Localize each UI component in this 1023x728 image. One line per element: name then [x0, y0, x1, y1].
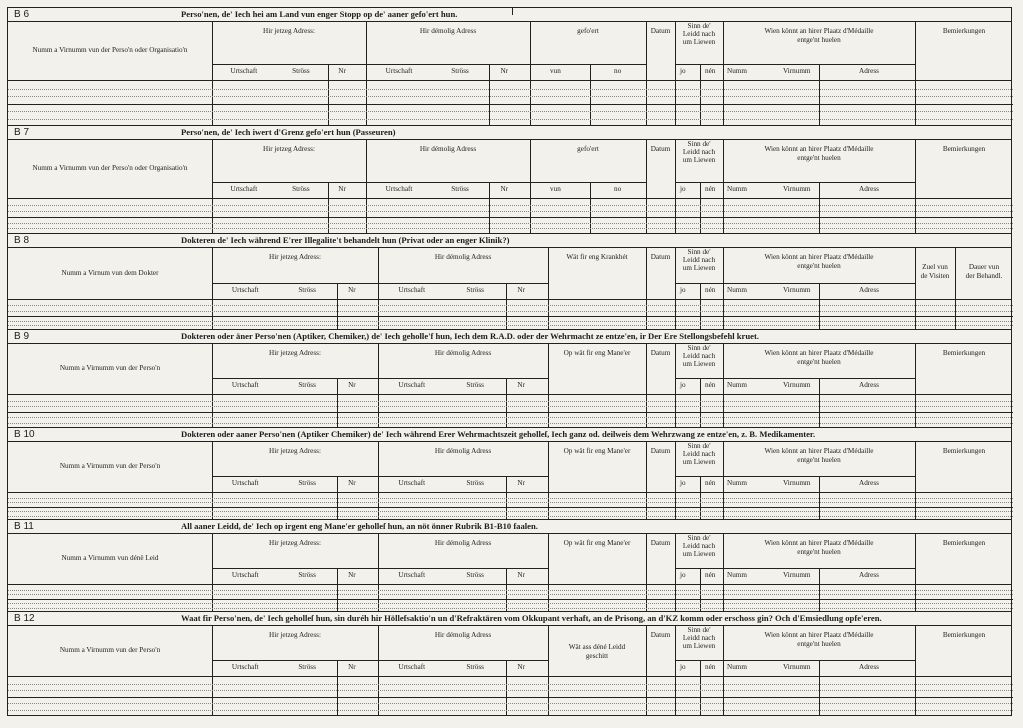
street-header: Ströss	[466, 286, 484, 294]
yes-header: jo	[680, 67, 686, 75]
yes-header: jo	[680, 286, 686, 294]
name-column-header: Numm a Virnum vun dem Dokter	[61, 268, 159, 277]
dotted-entry-line	[8, 111, 1013, 112]
row-rule	[8, 316, 1013, 317]
from-header: vun	[550, 67, 561, 75]
number-header: Nr	[348, 286, 356, 294]
alive-header: Sinn de'	[687, 344, 711, 352]
locality-header: Urtschaft	[231, 571, 259, 579]
section-title-bar	[8, 520, 1011, 534]
street-header: Ströss	[451, 185, 469, 193]
number-header: Nr	[517, 381, 525, 389]
dotted-entry-line	[8, 311, 1013, 312]
number-rule	[506, 284, 507, 330]
section-code: B 11	[14, 521, 34, 532]
illness-header: Wät fir eng Krankhét	[566, 253, 628, 261]
dotted-entry-line	[8, 305, 1013, 306]
name-column-header: Numm a Virnumm vun der Perso'n	[59, 646, 161, 654]
street-header: Ströss	[292, 67, 310, 75]
medal-address-header: Adress	[859, 286, 879, 294]
medal-header: entge'nt huelen	[797, 358, 841, 366]
date-header: Datum	[650, 253, 671, 261]
dotted-entry-line	[8, 321, 1013, 322]
alive-header: Leidd nach	[682, 256, 716, 264]
locality-header: Urtschaft	[398, 663, 426, 671]
former-address-header: Hir démolig Adress	[434, 447, 492, 455]
medal-rule	[819, 661, 820, 716]
number-rule	[337, 379, 338, 428]
no-header: nén	[705, 663, 716, 671]
dotted-entry-line	[8, 608, 1013, 609]
medal-firstname-header: Virnumm	[783, 663, 811, 671]
alive-header: um Liewen	[682, 458, 716, 466]
subheader-rule	[212, 660, 548, 661]
no-header: nén	[705, 185, 716, 193]
column-rule	[915, 247, 916, 330]
medal-header: Wien könnt an hirer Plaatz d'Médaille	[764, 349, 874, 357]
yes-header: jo	[680, 479, 686, 487]
medal-firstname-header: Virnumm	[783, 67, 811, 75]
what-happened-header: geschitt	[585, 652, 609, 660]
yes-header: jo	[680, 663, 686, 671]
section-b8	[7, 233, 1012, 329]
subheader-rule	[675, 568, 915, 569]
medal-header: entge'nt huelen	[797, 154, 841, 162]
yes-header: jo	[680, 571, 686, 579]
dotted-entry-line	[8, 228, 1013, 229]
current-address-header: Hir jetzeg Adress:	[263, 145, 315, 153]
no-header: nén	[705, 381, 716, 389]
street-header: Ströss	[298, 381, 316, 389]
locality-header: Urtschaft	[385, 67, 413, 75]
medal-firstname-header: Virnumm	[783, 381, 811, 389]
current-address-header: Hir jetzeg Adress:	[269, 631, 321, 639]
subheader-rule	[212, 283, 548, 284]
medal-rule	[819, 379, 820, 428]
dotted-entry-line	[8, 603, 1013, 604]
no-header: nén	[705, 67, 716, 75]
section-b12	[7, 611, 1012, 715]
medal-firstname-header: Virnumm	[783, 479, 811, 487]
alive-header: um Liewen	[682, 38, 716, 46]
section-b11	[7, 519, 1012, 611]
dotted-entry-line	[8, 401, 1013, 402]
subheader-rule	[675, 476, 915, 477]
section-code: B 12	[14, 613, 35, 624]
number-header: Nr	[517, 479, 525, 487]
section-b9	[7, 329, 1012, 427]
medal-address-header: Adress	[859, 67, 879, 75]
what-happened-header: Wät ass déné Leidd	[568, 643, 626, 651]
locality-header: Urtschaft	[231, 286, 259, 294]
subheader-rule	[675, 64, 915, 65]
date-header: Datum	[650, 631, 671, 639]
dotted-entry-line	[8, 223, 1013, 224]
date-header: Datum	[650, 27, 671, 35]
dotted-entry-line	[8, 684, 1013, 685]
medal-header: entge'nt huelen	[797, 640, 841, 648]
dotted-entry-line	[8, 211, 1013, 212]
way-header: Op wät fir eng Mane'er	[563, 447, 631, 455]
dotted-entry-line	[8, 703, 1013, 704]
yes-no-rule	[700, 183, 701, 234]
remarks-header: Bemierkungen	[942, 447, 986, 455]
number-header: Nr	[338, 185, 346, 193]
number-header: Nr	[517, 571, 525, 579]
current-address-header: Hir jetzeg Adress:	[269, 539, 321, 547]
transported-header: gefo'ert	[577, 145, 599, 153]
row-rule	[8, 104, 1013, 105]
alive-header: um Liewen	[682, 360, 716, 368]
to-header: no	[614, 185, 622, 193]
section-title: Dokteren de' Iech während E'rer Illegalite't behandelt hun (Privat oder an enger Klinik?)	[181, 235, 510, 245]
medal-header: Wien könnt an hirer Plaatz d'Médaille	[764, 27, 874, 35]
dotted-entry-line	[8, 423, 1013, 424]
page-bottom-rule	[7, 715, 1012, 716]
section-b10	[7, 427, 1012, 519]
medal-header: Wien könnt an hirer Plaatz d'Médaille	[764, 539, 874, 547]
medal-rule	[819, 284, 820, 330]
alive-header: um Liewen	[682, 156, 716, 164]
number-rule	[337, 661, 338, 716]
dotted-entry-line	[8, 96, 1013, 97]
dotted-entry-line	[8, 325, 1013, 326]
subheader-rule	[212, 568, 548, 569]
no-header: nén	[705, 479, 716, 487]
name-column-header: Numm a Virnumm vun dénë Leid	[61, 554, 159, 562]
duration-header: Dauer vun	[968, 263, 1000, 271]
dotted-entry-line	[8, 89, 1013, 90]
medal-firstname-header: Virnumm	[783, 571, 811, 579]
section-code: B 10	[14, 429, 35, 440]
transported-header: gefo'ert	[577, 27, 599, 35]
row-rule	[8, 412, 1013, 413]
from-header: vun	[550, 185, 561, 193]
alive-header: um Liewen	[682, 550, 716, 558]
name-column-header: Numm a Virnumm vun der Perso'n oder Organisatio'n	[32, 164, 188, 172]
section-title-bar	[8, 612, 1011, 626]
number-header: Nr	[517, 663, 525, 671]
yes-no-rule	[700, 284, 701, 330]
alive-header: Sinn de'	[687, 626, 711, 634]
medal-address-header: Adress	[859, 663, 879, 671]
section-title: All aaner Leidd, de' Iech op irgent eng Mane'er geholleſ hun, an nöt önner Rubrik B1-B10 faalen.	[181, 521, 538, 531]
locality-header: Urtschaft	[231, 381, 259, 389]
alive-header: Sinn de'	[687, 248, 711, 256]
former-address-header: Hir démolig Adress	[434, 253, 492, 261]
alive-header: um Liewen	[682, 264, 716, 272]
street-header: Ströss	[451, 67, 469, 75]
alive-header: Leidd nach	[682, 450, 716, 458]
locality-header: Urtschaft	[398, 479, 426, 487]
medal-address-header: Adress	[859, 381, 879, 389]
number-header: Nr	[500, 67, 509, 75]
medal-header: entge'nt huelen	[797, 548, 841, 556]
former-address-header: Hir démolig Adress	[419, 27, 477, 35]
section-title-bar	[8, 234, 1011, 248]
number-rule	[337, 284, 338, 330]
alive-header: Sinn de'	[687, 140, 711, 148]
medal-header: Wien könnt an hirer Plaatz d'Médaille	[764, 145, 874, 153]
former-address-header: Hir démolig Adress	[434, 631, 492, 639]
number-header: Nr	[348, 571, 356, 579]
current-address-header: Hir jetzeg Adress:	[269, 253, 321, 261]
section-title: Perso'nen, de' Iech iwert d'Grenz gefo'ert hun (Passeuren)	[181, 127, 396, 137]
dotted-entry-line	[8, 119, 1013, 120]
street-header: Ströss	[466, 663, 484, 671]
row-rule	[8, 507, 1013, 508]
section-code: B 6	[14, 9, 30, 20]
subheader-rule	[212, 476, 548, 477]
name-column-header: Numm a Virnumm vun der Perso'n oder Organisatio'n	[32, 46, 188, 54]
locality-header: Urtschaft	[385, 185, 413, 193]
section-title-bar	[8, 330, 1011, 344]
number-header: Nr	[517, 286, 525, 294]
medal-header: Wien könnt an hirer Plaatz d'Médaille	[764, 253, 874, 261]
street-header: Ströss	[298, 663, 316, 671]
medal-header: Wien könnt an hirer Plaatz d'Médaille	[764, 447, 874, 455]
date-header: Datum	[650, 145, 671, 153]
dotted-entry-line	[8, 498, 1013, 499]
medal-name-header: Numm	[727, 571, 747, 579]
to-header: no	[614, 67, 622, 75]
section-code: B 9	[14, 331, 30, 342]
section-title: Perso'nen, de' Iech hei am Land vun enger Stopp op de' aaner gefo'ert hun.	[181, 9, 458, 19]
alive-header: Leidd nach	[682, 352, 716, 360]
alive-header: Leidd nach	[682, 30, 716, 38]
medal-address-header: Adress	[859, 185, 879, 193]
street-header: Ströss	[298, 479, 316, 487]
name-column-header: Numm a Virnumm vun der Perso'n	[59, 462, 161, 470]
medal-firstname-header: Virnumm	[783, 185, 811, 193]
remarks-header: Bemierkungen	[942, 539, 986, 547]
number-rule	[328, 183, 329, 234]
medal-name-header: Numm	[727, 663, 747, 671]
section-code: B 8	[14, 235, 30, 246]
dotted-entry-line	[8, 417, 1013, 418]
number-header: Nr	[348, 663, 356, 671]
from-to-rule	[590, 183, 591, 234]
dotted-entry-line	[8, 590, 1013, 591]
date-header: Datum	[650, 349, 671, 357]
section-title: Waat fir Perso'nen, de' Iech geholleſ hun, sin duréh hir Höllefsaktio'n un d'Refraktären vom Okkupant verhaft, an de Prisong, an d'KZ komm oder erschoss gin? Och d'Emsiedlung opfe'eren.	[181, 613, 882, 623]
section-title-bar	[8, 8, 1011, 22]
subheader-rule	[530, 182, 646, 183]
remarks-header: Bemierkungen	[942, 27, 986, 35]
medal-name-header: Numm	[727, 286, 747, 294]
remarks-header: Bemierkungen	[942, 631, 986, 639]
number-header: Nr	[500, 185, 509, 193]
medal-name-header: Numm	[727, 185, 747, 193]
locality-header: Urtschaft	[231, 479, 259, 487]
alive-header: um Liewen	[682, 642, 716, 650]
locality-header: Urtschaft	[398, 381, 426, 389]
locality-header: Urtschaft	[230, 67, 258, 75]
medal-header: Wien könnt an hirer Plaatz d'Médaille	[764, 631, 874, 639]
alive-header: Sinn de'	[687, 534, 711, 542]
row-rule	[8, 599, 1013, 600]
former-address-header: Hir démolig Adress	[434, 539, 492, 547]
section-title: Dokteren oder äner Perso'nen (Aptiker, Chemiker,) de' Iech geholle'f hun, Iech dem R.A.D. oder der Wehrmacht ze entze'en, ir Der Ere Stellongsbefehl kruet.	[181, 331, 759, 341]
subheader-rule	[212, 64, 530, 65]
medal-address-header: Adress	[859, 479, 879, 487]
medal-rule	[819, 183, 820, 234]
alive-header: Leidd nach	[682, 542, 716, 550]
row-rule	[8, 697, 1013, 698]
medal-header: entge'nt huelen	[797, 36, 841, 44]
medal-name-header: Numm	[727, 381, 747, 389]
dotted-entry-line	[8, 516, 1013, 517]
visits-header: Zuel vun	[922, 263, 948, 271]
alive-header: Leidd nach	[682, 634, 716, 642]
medal-firstname-header: Virnumm	[783, 286, 811, 294]
section-b7	[7, 125, 1012, 233]
locality-header: Urtschaft	[231, 663, 259, 671]
street-header: Ströss	[298, 571, 316, 579]
street-header: Ströss	[466, 479, 484, 487]
number-rule	[489, 183, 490, 234]
dotted-entry-line	[8, 406, 1013, 407]
dotted-entry-line	[8, 710, 1013, 711]
section-code: B 7	[14, 127, 30, 138]
row-rule	[8, 217, 1013, 218]
no-header: nén	[705, 571, 716, 579]
visits-header: de Visiten	[920, 272, 950, 280]
dotted-entry-line	[8, 205, 1013, 206]
alive-header: Leidd nach	[682, 148, 716, 156]
date-header: Datum	[650, 447, 671, 455]
no-header: nén	[705, 286, 716, 294]
subheader-rule	[675, 660, 915, 661]
duration-header: der Behandl.	[965, 272, 1003, 280]
alive-header: Sinn de'	[687, 22, 711, 30]
section-title: Dokteren oder aaner Perso'nen (Aptiker Chemiker) de' Iech während Erer Wehrmachtszeit geholleſ, Iech ganz od. deilweis dem Wehrzwang ze entze'en, z. B. Medikamenter.	[181, 429, 816, 439]
subheader-rule	[212, 182, 530, 183]
locality-header: Urtschaft	[398, 571, 426, 579]
medal-address-header: Adress	[859, 571, 879, 579]
section-title-bar	[8, 126, 1011, 140]
number-header: Nr	[348, 479, 356, 487]
street-header: Ströss	[298, 286, 316, 294]
number-rule	[506, 379, 507, 428]
subheader-rule	[675, 283, 915, 284]
medal-name-header: Numm	[727, 479, 747, 487]
dotted-entry-line	[8, 594, 1013, 595]
number-rule	[506, 661, 507, 716]
section-b6	[7, 7, 1012, 125]
street-header: Ströss	[292, 185, 310, 193]
alive-header: Sinn de'	[687, 442, 711, 450]
dotted-entry-line	[8, 502, 1013, 503]
locality-header: Urtschaft	[398, 286, 426, 294]
section-title-bar	[8, 428, 1011, 442]
street-header: Ströss	[466, 381, 484, 389]
subheader-rule	[675, 182, 915, 183]
former-address-header: Hir démolig Adress	[434, 349, 492, 357]
date-header: Datum	[650, 539, 671, 547]
name-column-header: Numm a Virnumm vun der Perso'n	[59, 364, 161, 372]
medal-name-header: Numm	[727, 67, 747, 75]
way-header: Op wät fir eng Mane'er	[563, 349, 631, 357]
locality-header: Urtschaft	[230, 185, 258, 193]
subheader-rule	[530, 64, 646, 65]
subheader-rule	[212, 378, 548, 379]
column-rule	[955, 247, 956, 330]
dotted-entry-line	[8, 690, 1013, 691]
remarks-header: Bemierkungen	[942, 145, 986, 153]
medal-header: entge'nt huelen	[797, 456, 841, 464]
way-header: Op wät fir eng Mane'er	[563, 539, 631, 547]
subheader-rule	[675, 378, 915, 379]
former-address-header: Hir démolig Adress	[419, 145, 477, 153]
yes-no-rule	[700, 379, 701, 428]
current-address-header: Hir jetzeg Adress:	[269, 349, 321, 357]
medal-header: entge'nt huelen	[797, 262, 841, 270]
current-address-header: Hir jetzeg Adress:	[269, 447, 321, 455]
remarks-header: Bemierkungen	[942, 349, 986, 357]
yes-no-rule	[700, 661, 701, 716]
number-header: Nr	[338, 67, 346, 75]
yes-header: jo	[680, 185, 686, 193]
number-header: Nr	[348, 381, 356, 389]
dotted-entry-line	[8, 511, 1013, 512]
current-address-header: Hir jetzeg Adress:	[263, 27, 315, 35]
yes-header: jo	[680, 381, 686, 389]
street-header: Ströss	[466, 571, 484, 579]
